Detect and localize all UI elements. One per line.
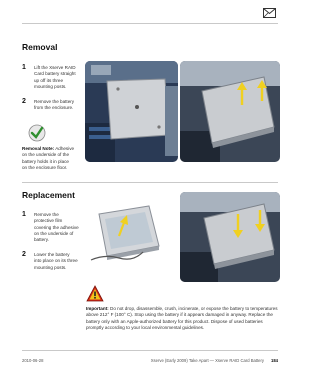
replacement-step-1-number: 1 bbox=[22, 211, 26, 218]
removal-step-1-number: 1 bbox=[22, 64, 26, 71]
envelope-icon[interactable] bbox=[263, 8, 276, 18]
removal-photo-battery-in-place bbox=[85, 61, 178, 162]
replacement-title: Replacement bbox=[22, 190, 75, 200]
footer-date: 2010-06-28 bbox=[22, 358, 44, 363]
removal-photo-lifting-battery bbox=[180, 61, 280, 162]
header-rule bbox=[22, 23, 278, 24]
checkmark-icon bbox=[28, 124, 46, 142]
replacement-photo-battery-underside bbox=[85, 192, 178, 278]
removal-title: Removal bbox=[22, 42, 58, 52]
footer-title: Xserve (Early 2009) Take Apart — Xserve RAID Card Battery bbox=[150, 358, 264, 363]
replacement-step-1-text: Remove the protective film covering the adhesive on the underside of battery. bbox=[34, 212, 79, 243]
removal-step-1-text: Lift the Xserve RAID Card battery straight up off its three mounting posts. bbox=[34, 65, 76, 89]
warning-icon bbox=[86, 285, 104, 302]
removal-note: Removal Note: Adhesive on the underside of the battery holds it in place on the enclosure floor. bbox=[22, 146, 75, 170]
removal-step-2-number: 2 bbox=[22, 98, 26, 105]
warning-text: Important: Do not drop, disassemble, crush, incinerate, or expose the battery to temperatures above 212° F (100° C). Stop using the battery if it appears damaged in anyway. Replace the battery only with an Apple-authorized battery for this product. Dispose of used batteries promptly according to your local environmental guidelines. bbox=[86, 306, 278, 330]
replacement-step-2-text: Lower the battery into place on its three mounting posts. bbox=[34, 252, 78, 270]
removal-step-2-text: Remove the battery from the enclosure. bbox=[34, 99, 75, 111]
section-rule bbox=[22, 182, 278, 183]
footer-rule bbox=[22, 350, 278, 351]
replacement-step-2-number: 2 bbox=[22, 251, 26, 258]
replacement-photo-lowering-battery bbox=[180, 192, 280, 282]
page-number: 184 bbox=[271, 358, 278, 363]
